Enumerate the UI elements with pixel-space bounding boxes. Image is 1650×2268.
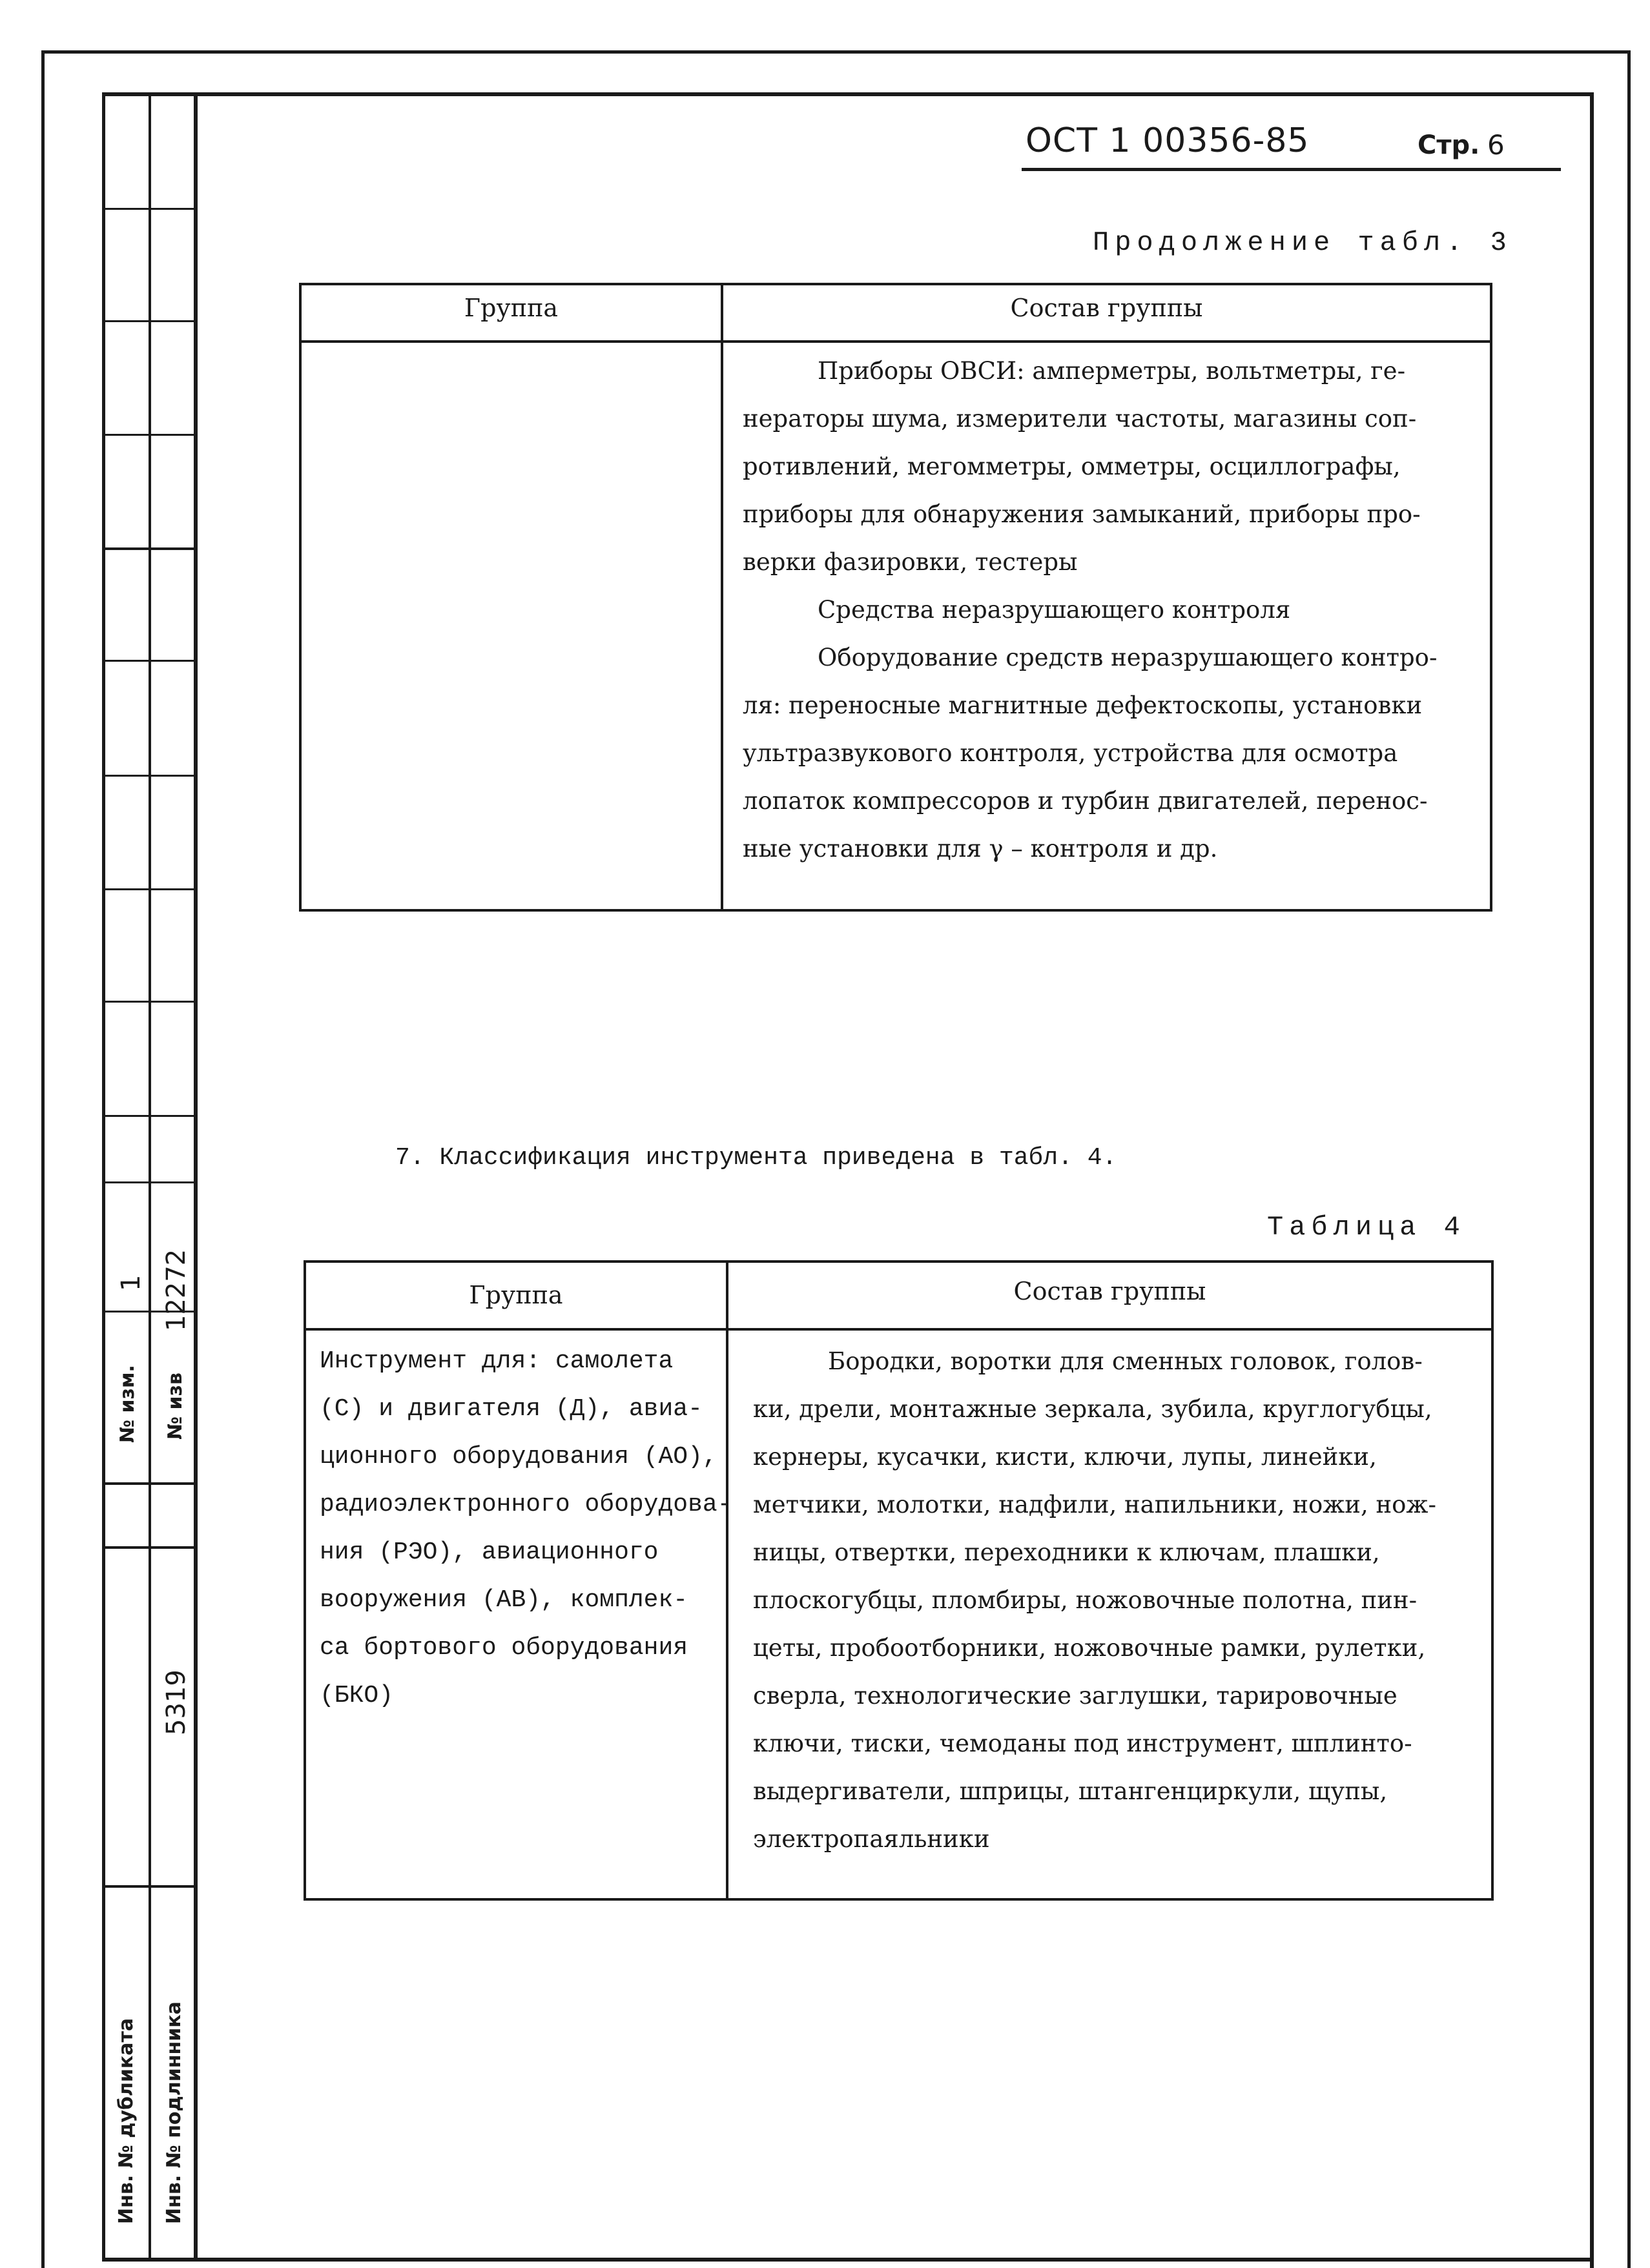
change-number-value: 1 [116, 1274, 146, 1291]
strip-row-7 [102, 888, 196, 890]
table4-group-cell [320, 1338, 732, 1720]
section7-paragraph: 7. Классификация инструмента приведена в табл. 4. [395, 1144, 1117, 1172]
composition-line: лопаток компрессоров и турбин двигателей, перенос- [743, 787, 1428, 815]
composition-line: метчики, молотки, надфили, напильники, ножи, нож- [753, 1491, 1436, 1518]
composition-line: ницы, отвертки, переходники к ключам, плашки, [753, 1538, 1380, 1566]
group-line: Инструмент для: самолета [320, 1347, 674, 1375]
group-line: са бортового оборудования [320, 1634, 688, 1662]
composition-line: плоскогубцы, пломбиры, ножовочные полотна, пин- [753, 1586, 1418, 1614]
strip-row-13 [102, 1546, 196, 1549]
duplicate-inventory-label: Инв. № дубликата [115, 2018, 138, 2224]
composition-line: электропаяльники [753, 1825, 990, 1853]
strip-mid-border [149, 92, 151, 2262]
composition-line: ля: переносные магнитные дефектоскопы, установки [743, 691, 1423, 719]
table3-column-divider [721, 283, 723, 912]
strip-row-5 [102, 660, 196, 662]
header-underline [1022, 168, 1561, 171]
group-line: радиоэлектронного оборудова- [320, 1491, 732, 1518]
composition-line: нераторы шума, измерители частоты, магазины соп- [743, 405, 1417, 433]
strip-row-1 [102, 208, 196, 210]
page-label: Стр. [1418, 130, 1480, 160]
group-line: ния (РЭО), авиационного [320, 1538, 659, 1566]
composition-line: сверла, технологические заглушки, тарировочные [753, 1682, 1397, 1710]
inner-frame-left [194, 92, 198, 2262]
group-line: вооружения (АВ), комплек- [320, 1586, 688, 1614]
composition-line: Бородки, воротки для сменных головок, голов- [828, 1347, 1423, 1375]
inner-frame-bottom [102, 2258, 1594, 2262]
strip-row-3 [102, 434, 196, 436]
outer-frame-right [1627, 50, 1631, 2268]
page-number: 6 [1487, 129, 1505, 161]
table4-header-rule [304, 1328, 1494, 1331]
table4-composition-cell [753, 1338, 1436, 1863]
strip-row-2 [102, 320, 196, 322]
strip-row-10 [102, 1181, 196, 1183]
composition-line: приборы для обнаружения замыканий, приборы про- [743, 500, 1421, 528]
table3-header-rule [299, 340, 1492, 343]
table4-caption: Таблица 4 [1267, 1212, 1466, 1243]
group-line: ционного оборудования (АО), [320, 1443, 717, 1471]
strip-left-border [102, 92, 105, 2262]
table4-header-composition: Состав группы [1013, 1277, 1206, 1305]
table3-caption: Продолжение табл. 3 [1093, 227, 1512, 258]
composition-line: верки фазировки, тестеры [743, 548, 1078, 576]
group-line: (БКО) [320, 1682, 394, 1710]
composition-line: Средства неразрушающего контроля [818, 596, 1291, 624]
inner-frame-right [1590, 92, 1594, 2268]
original-inventory-value: 5319 [161, 1670, 191, 1735]
composition-line: выдергиватели, шприцы, штангенциркули, щупы, [753, 1777, 1388, 1805]
composition-line: цеты, пробоотборники, ножовочные рамки, рулетки, [753, 1634, 1426, 1662]
original-inventory-label: Инв. № подлинника [163, 2001, 185, 2224]
table3-header-composition: Состав группы [1010, 294, 1203, 322]
composition-line: ультразвукового контроля, устройства для осмотра [743, 739, 1398, 767]
strip-row-6 [102, 775, 196, 777]
outer-frame-left [41, 50, 45, 2268]
composition-line: ключи, тиски, чемоданы под инструмент, шплинто- [753, 1730, 1412, 1757]
composition-line: Приборы ОВСИ: амперметры, вольтметры, ге- [818, 357, 1406, 385]
change-number-label: № изм. [116, 1365, 139, 1443]
table3-header-group: Группа [464, 294, 559, 322]
inner-frame-top [102, 92, 1594, 96]
notice-number-label: № изв [164, 1373, 187, 1440]
composition-line: ки, дрели, монтажные зеркала, зубила, круглогубцы, [753, 1395, 1432, 1423]
strip-row-4 [102, 547, 196, 550]
notice-number-value: 12272 [161, 1249, 191, 1331]
composition-line: Оборудование средств неразрушающего контро- [818, 644, 1438, 671]
composition-line: ные установки для γ – контроля и др. [743, 835, 1218, 863]
strip-row-9 [102, 1115, 196, 1117]
composition-line: ротивлений, мегомметры, омметры, осциллографы, [743, 453, 1401, 480]
strip-row-8 [102, 1001, 196, 1003]
strip-row-14 [102, 1885, 196, 1888]
group-line: (С) и двигателя (Д), авиа- [320, 1395, 703, 1423]
outer-frame-top [41, 50, 1630, 54]
strip-row-12 [102, 1482, 196, 1485]
composition-line: кернеры, кусачки, кисти, ключи, лупы, линейки, [753, 1443, 1377, 1471]
table3-composition-cell [743, 347, 1437, 873]
table4-header-group: Группа [469, 1281, 563, 1309]
document-code: ОСТ 1 00356-85 [1026, 121, 1310, 160]
